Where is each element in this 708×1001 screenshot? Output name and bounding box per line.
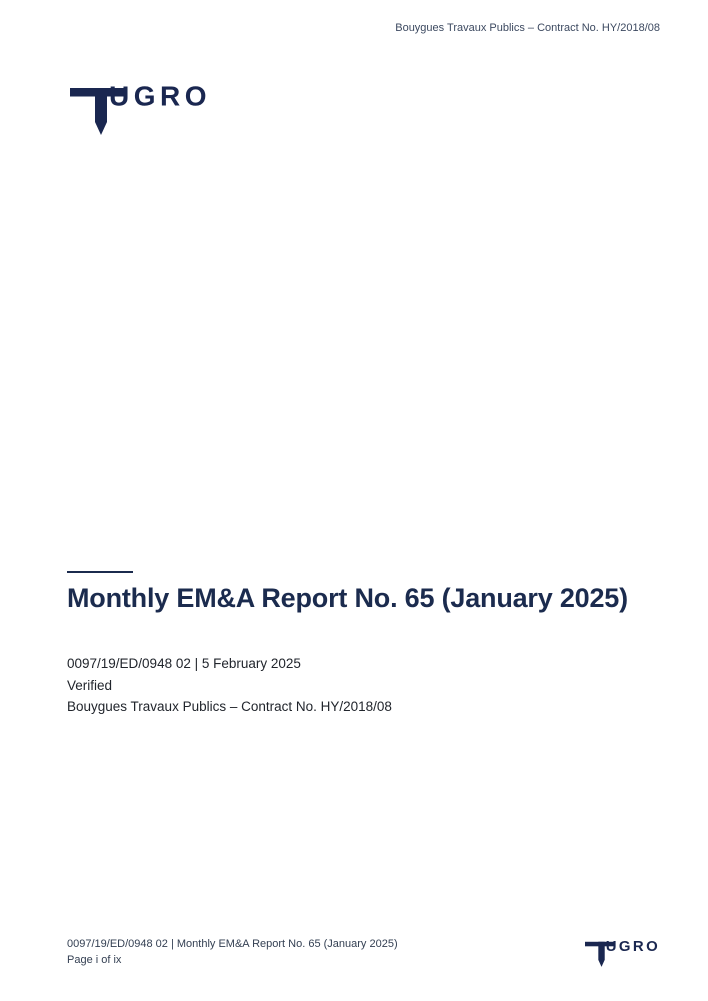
- header-contract-ref: Bouygues Travaux Publics – Contract No. HY/2018/08: [395, 22, 660, 34]
- fugro-logo-letters: UGRO: [605, 940, 658, 955]
- title-rule: [67, 571, 133, 573]
- footer-page-number: Page i of ix: [67, 953, 122, 966]
- footer-doc-line: 0097/19/ED/0948 02 | Monthly EM&A Report No. 65 (January 2025): [67, 938, 398, 950]
- report-contract: Bouygues Travaux Publics – Contract No. HY/2018/08: [67, 699, 392, 714]
- fugro-logo-footer: [585, 940, 658, 967]
- fugro-logo: [70, 85, 207, 135]
- page-footer: [67, 937, 398, 968]
- report-meta: [67, 653, 392, 718]
- fugro-logo-mark-small: [585, 940, 658, 967]
- fugro-logo-letters: UGRO: [109, 85, 207, 112]
- report-status: Verified: [67, 677, 113, 693]
- report-title: Monthly EM&A Report No. 65 (January 2025): [67, 583, 628, 613]
- fugro-f-stem: [95, 88, 107, 135]
- report-doc-ref: 0097/19/ED/0948 02 | 5 February 2025: [67, 656, 301, 671]
- fugro-logo-mark: [70, 85, 207, 135]
- fugro-f-stem: [598, 942, 604, 967]
